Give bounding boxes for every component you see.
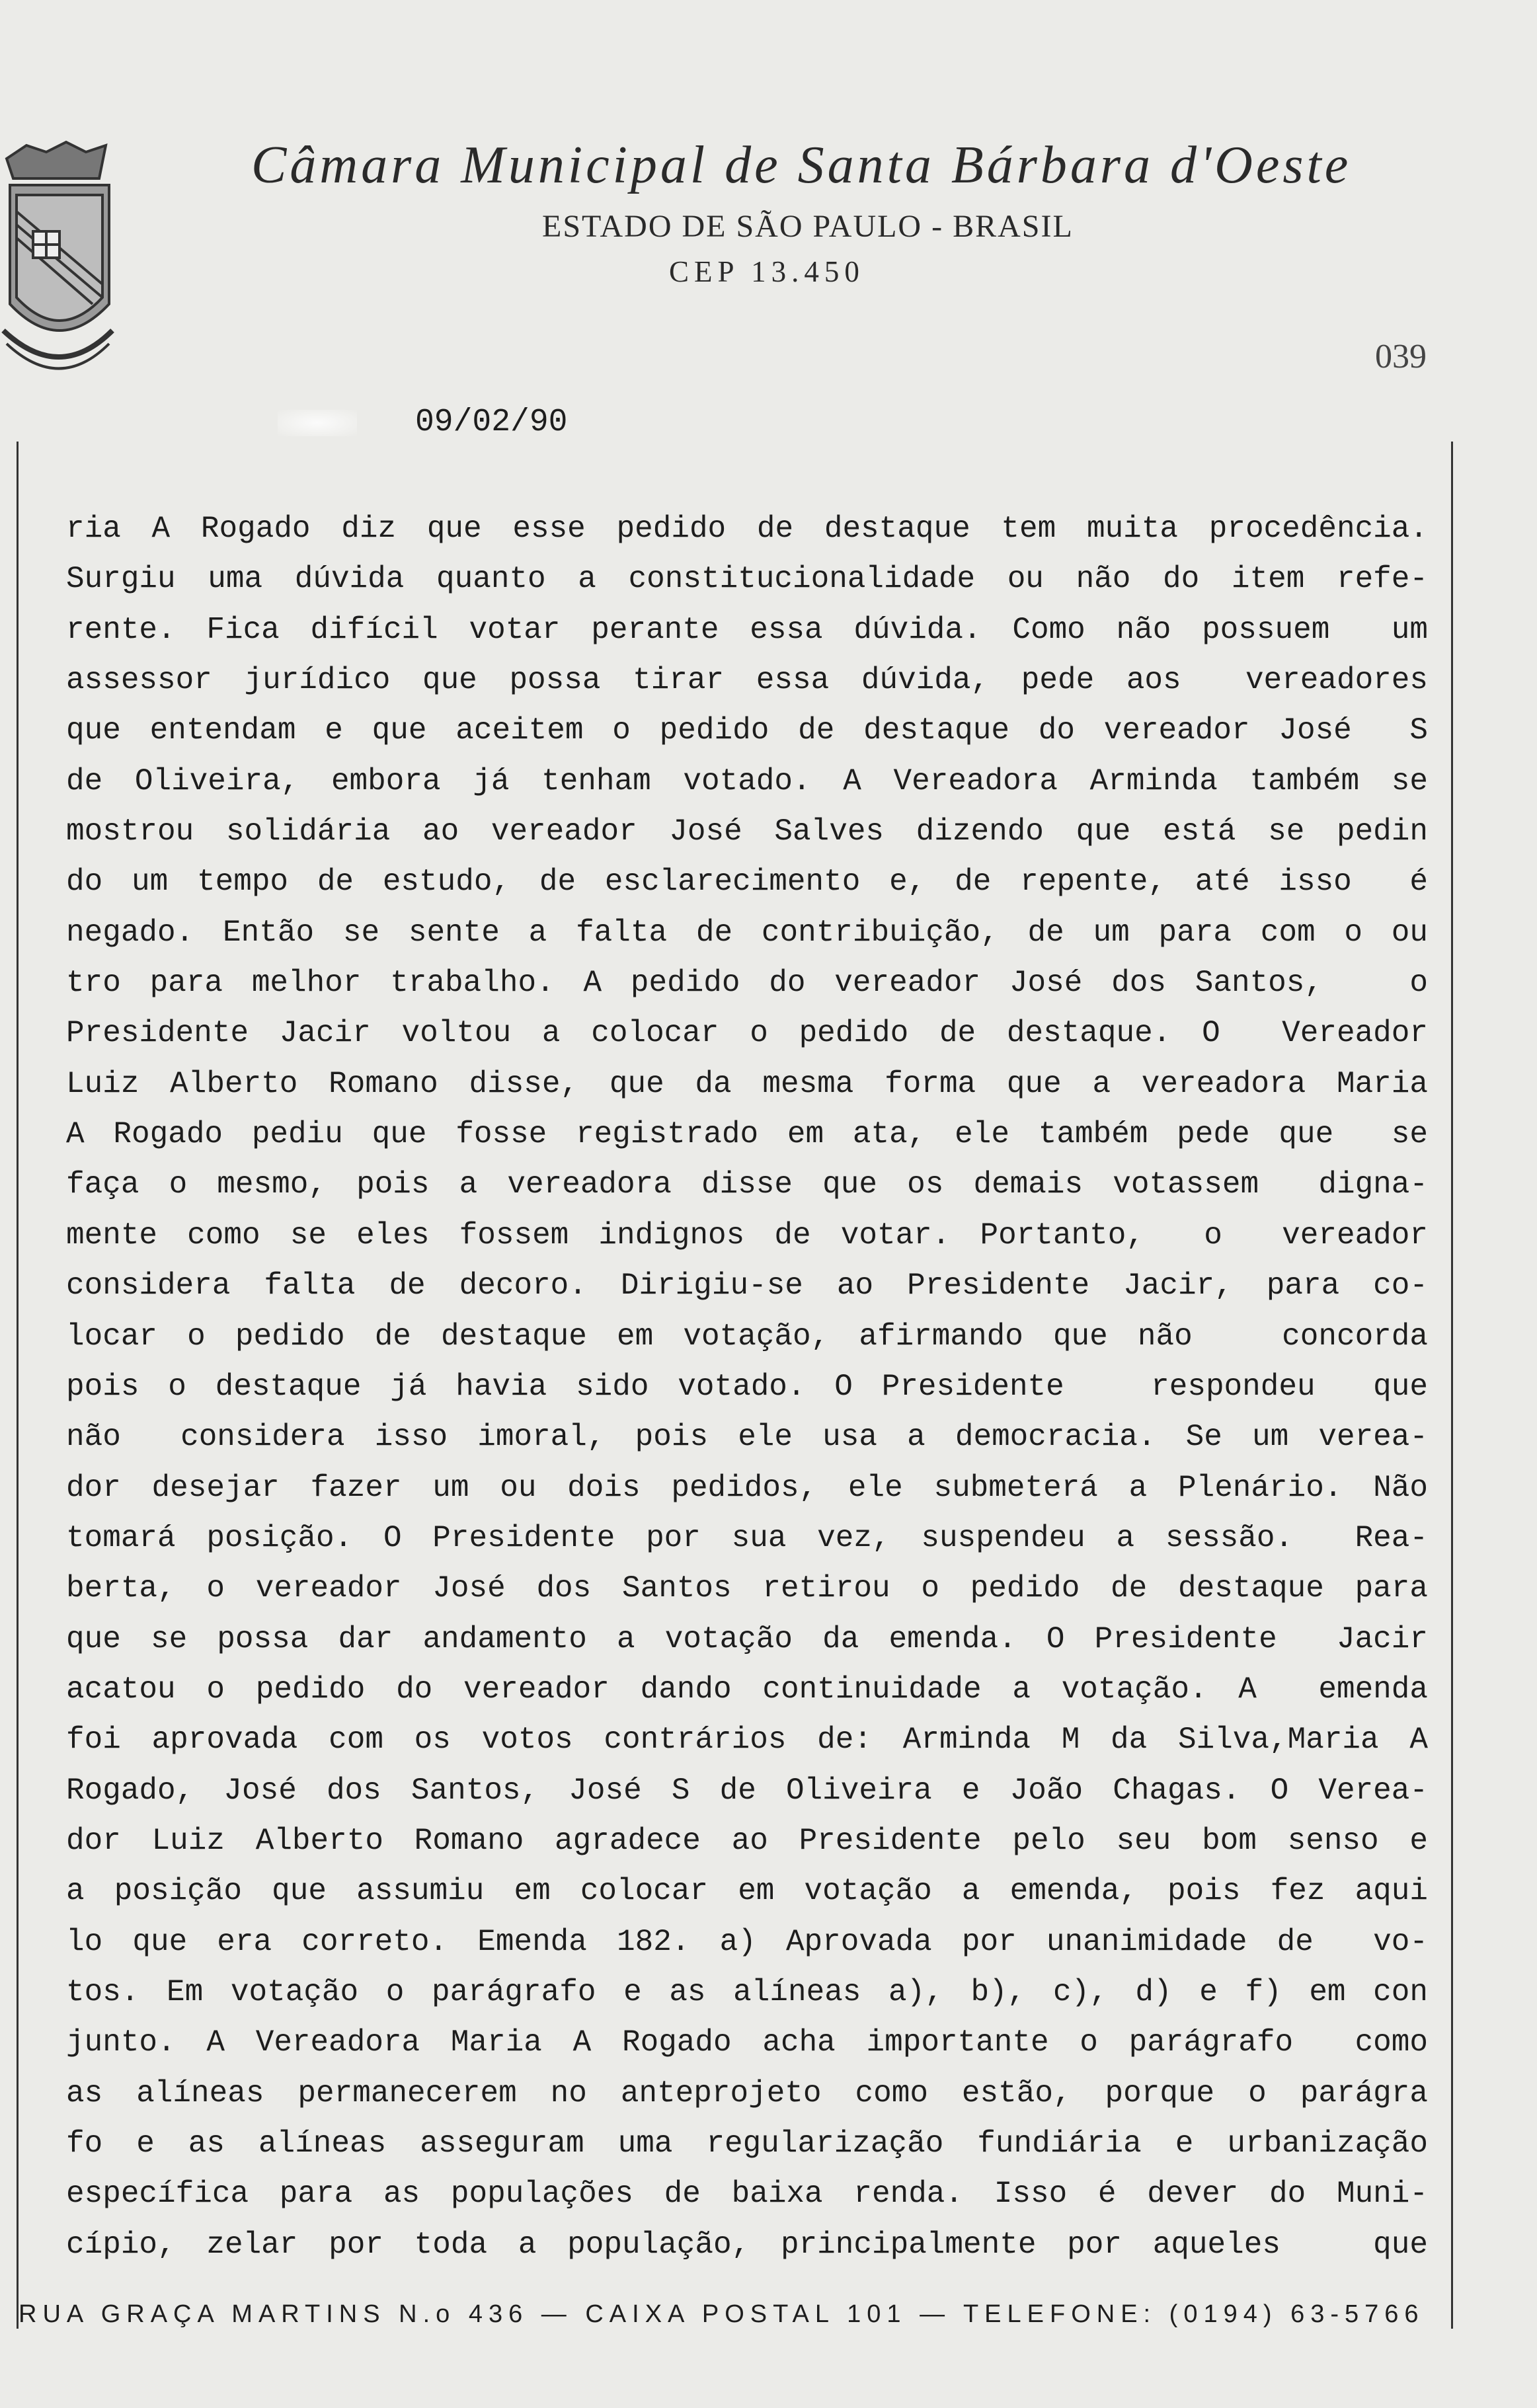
text-line: considera falta de decoro. Dirigiu-se ao Presidente Jacir, para co- xyxy=(66,1268,1428,1303)
coat-of-arms-icon xyxy=(0,132,116,397)
letterhead-subtitle: ESTADO DE SÃO PAULO - BRASIL xyxy=(542,209,1074,244)
text-line: ria A Rogado diz que esse pedido de destaque tem muita procedência. xyxy=(66,512,1428,546)
text-line: berta, o vereador José dos Santos retirou o pedido de destaque para xyxy=(66,1571,1428,1606)
text-line: de Oliveira, embora já tenham votado. A Vereadora Arminda também se xyxy=(66,763,1428,798)
text-line: assessor jurídico que possa tirar essa dúvida, pede aos vereadores xyxy=(66,663,1428,698)
text-line: faça o mesmo, pois a vereadora disse que os demais votassem digna- xyxy=(66,1167,1428,1202)
text-line: Luiz Alberto Romano disse, que da mesma forma que a vereadora Maria xyxy=(66,1066,1428,1101)
text-line: dor Luiz Alberto Romano agradece ao Presidente pelo seu bom senso e xyxy=(66,1823,1428,1858)
text-line: cípio, zelar por toda a população, principalmente por aqueles que xyxy=(66,2227,1428,2262)
letterhead-title: Câmara Municipal de Santa Bárbara d'Oeste xyxy=(251,136,1352,194)
text-line: lo que era correto. Emenda 182. a) Aprovada por unanimidade de vo- xyxy=(66,1924,1428,1959)
text-line: as alíneas permanecerem no anteprojeto como estão, porque o parágra xyxy=(66,2076,1428,2111)
left-margin-line xyxy=(17,442,19,2329)
letterhead-cep: CEP 13.450 xyxy=(669,255,865,288)
text-line: mente como se eles fossem indignos de votar. Portanto, o vereador xyxy=(66,1218,1428,1253)
text-line: locar o pedido de destaque em votação, afirmando que não concorda xyxy=(66,1319,1428,1354)
text-line: do um tempo de estudo, de esclarecimento e, de repente, até isso é xyxy=(66,865,1428,900)
text-line: junto. A Vereadora Maria A Rogado acha importante o parágrafo como xyxy=(66,2025,1428,2060)
right-margin-line xyxy=(1451,442,1453,2329)
letterhead-footer: RUA GRAÇA MARTINS N.o 436 — CAIXA POSTAL 101 — TELEFONE: (0194) 63-5766 xyxy=(19,2300,1425,2328)
text-line: A Rogado pediu que fosse registrado em ata, ele também pede que se xyxy=(66,1117,1428,1152)
text-line: tro para melhor trabalho. A pedido do vereador José dos Santos, o xyxy=(66,966,1428,1001)
text-line: tomará posição. O Presidente por sua vez, suspendeu a sessão. Rea- xyxy=(66,1520,1428,1555)
text-line: acatou o pedido do vereador dando continuidade a votação. A emenda xyxy=(66,1672,1428,1707)
text-line: mostrou solidária ao vereador José Salves dizendo que está se pedin xyxy=(66,814,1428,849)
text-line: foi aprovada com os votos contrários de: Arminda M da Silva,Maria A xyxy=(66,1723,1428,1758)
text-line: específica para as populações de baixa renda. Isso é dever do Muni- xyxy=(66,2177,1428,2212)
text-line: dor desejar fazer um ou dois pedidos, ele submeterá a Plenário. Não xyxy=(66,1470,1428,1505)
text-line: a posição que assumiu em colocar em votação a emenda, pois fez aqui xyxy=(66,1874,1428,1909)
text-line: que entendam e que aceitem o pedido de destaque do vereador José S xyxy=(66,713,1428,748)
paper-smudge xyxy=(278,410,357,436)
text-line: Presidente Jacir voltou a colocar o pedido de destaque. O Vereador xyxy=(66,1016,1428,1051)
text-line: Surgiu uma dúvida quanto a constitucionalidade ou não do item refe- xyxy=(66,562,1428,597)
text-line: rente. Fica difícil votar perante essa dúvida. Como não possuem um xyxy=(66,612,1428,647)
document-date: 09/02/90 xyxy=(415,405,568,440)
text-line: não considera isso imoral, pois ele usa a democracia. Se um verea- xyxy=(66,1420,1428,1455)
page-number: 039 xyxy=(1375,338,1427,375)
text-line: tos. Em votação o parágrafo e as alíneas a), b), c), d) e f) em con xyxy=(66,1974,1428,2009)
text-line: Rogado, José dos Santos, José S de Oliveira e João Chagas. O Verea- xyxy=(66,1773,1428,1808)
text-line: pois o destaque já havia sido votado. O Presidente respondeu que xyxy=(66,1369,1428,1404)
text-line: que se possa dar andamento a votação da emenda. O Presidente Jacir xyxy=(66,1621,1428,1656)
text-line: negado. Então se sente a falta de contribuição, de um para com o ou xyxy=(66,915,1428,950)
body-text xyxy=(66,504,1428,2270)
text-line: fo e as alíneas asseguram uma regularização fundiária e urbanização xyxy=(66,2126,1428,2161)
